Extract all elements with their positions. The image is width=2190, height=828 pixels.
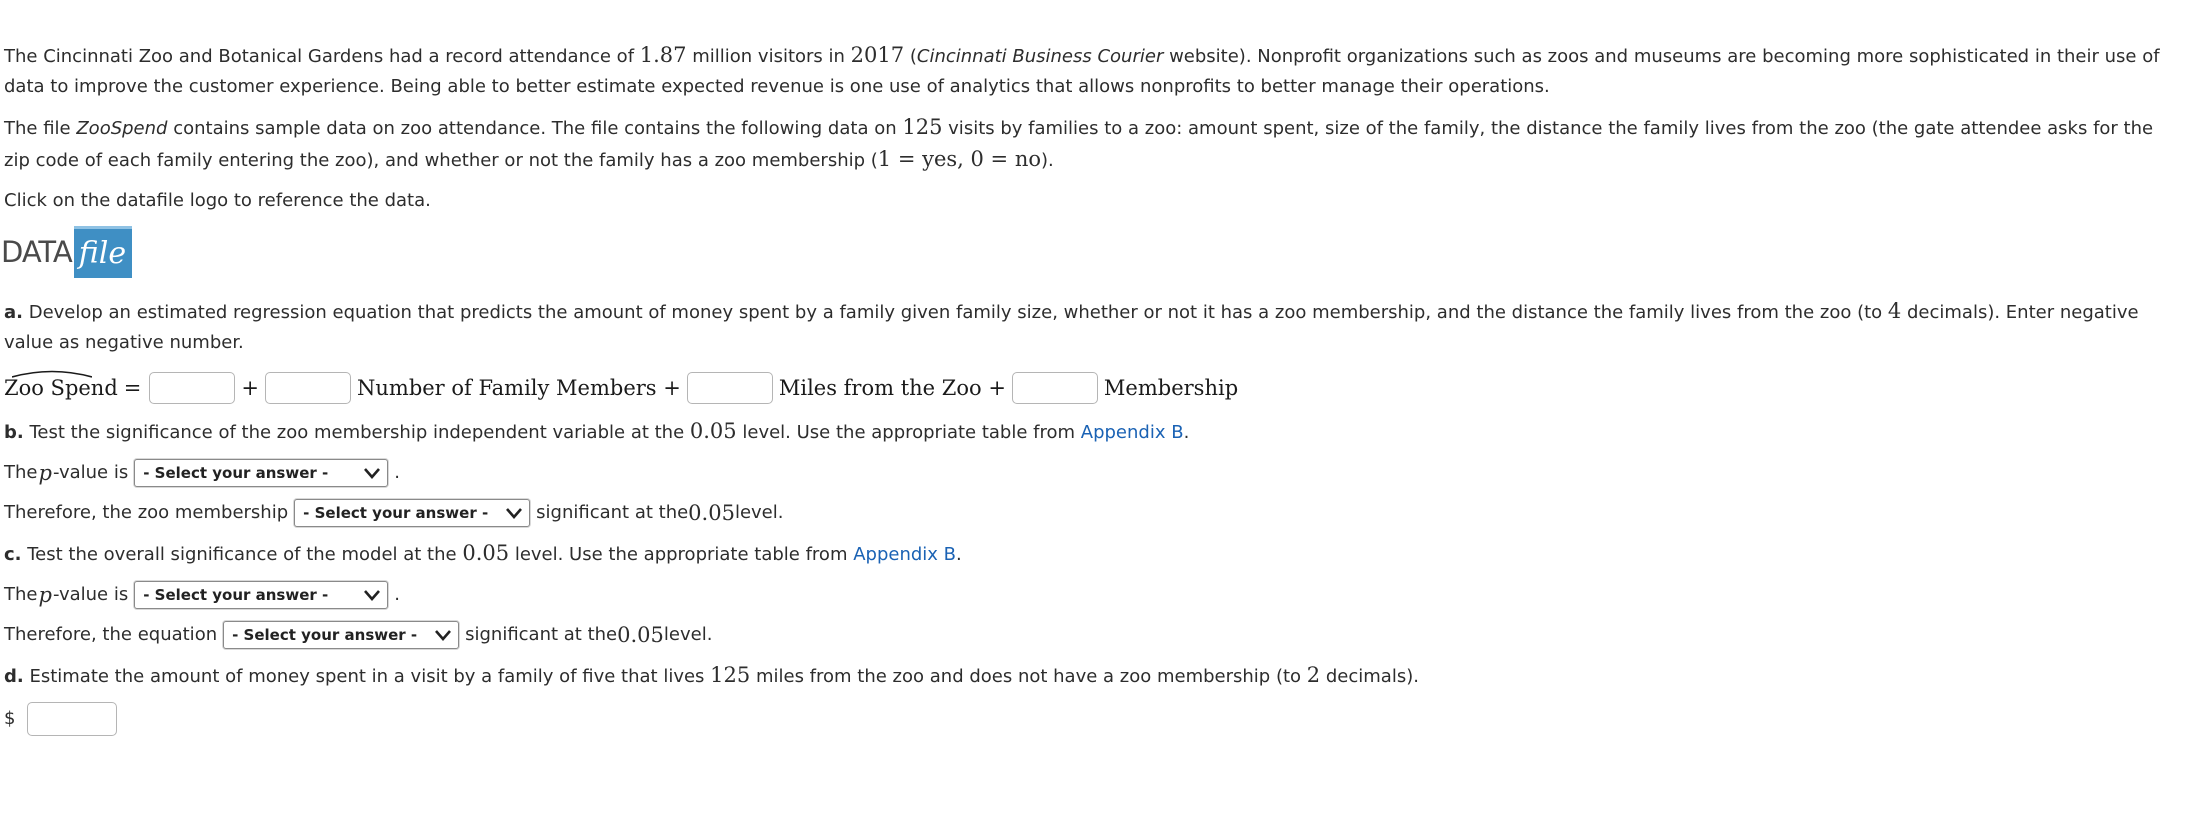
intro-paragraph-3: Click on the datafile logo to reference the data.: [4, 190, 431, 211]
part-b-pvalue-line: [4, 458, 2184, 488]
conclusion-text: significant at the: [536, 502, 689, 523]
membership-coef-input[interactable]: [1012, 372, 1098, 404]
chevron-down-icon: [363, 466, 381, 480]
question-text: Test the overall significance of the model at the: [21, 544, 463, 565]
logo-data-text: DATA: [1, 235, 72, 269]
conclusion-text: significant at the: [465, 624, 618, 645]
question-text: .: [1183, 422, 1190, 443]
appendix-b-link[interactable]: Appendix B: [853, 544, 956, 565]
chevron-down-icon: [505, 506, 523, 520]
pvalue-text: -value is: [52, 462, 129, 483]
chevron-down-icon: [434, 628, 452, 642]
file-name: ZooSpend: [76, 118, 168, 139]
part-b-conclusion-select[interactable]: [294, 499, 530, 527]
question-text: miles from the zoo and does not have a zoo membership (to: [750, 666, 1307, 687]
conclusion-text: Therefore, the equation: [4, 624, 218, 645]
conclusion-text: Therefore, the zoo membership: [4, 502, 289, 523]
part-c-question: [4, 538, 2184, 570]
question-text: decimals). Enter negative value as negative number.: [4, 302, 2139, 353]
part-c-pvalue-line: [4, 580, 2184, 610]
intro-text: The file: [4, 118, 77, 139]
regression-equation: [4, 368, 2184, 408]
source-name: Cincinnati Business Courier: [916, 46, 1164, 67]
logo-file-text: file: [74, 226, 132, 278]
dollar-sign: $: [4, 708, 16, 729]
pvalue-text: The: [4, 462, 38, 483]
intro-paragraph-2: [4, 112, 2184, 176]
conclusion-text: level.: [663, 624, 713, 645]
year-number: 2017: [850, 43, 905, 67]
visits-number: 125: [902, 115, 943, 139]
intro-text: (: [904, 46, 917, 67]
family-members-coef-input[interactable]: [265, 372, 351, 404]
miles-coef-input[interactable]: [687, 372, 773, 404]
intro-text: million visitors in: [686, 46, 851, 67]
question-text: Estimate the amount of money spent in a visit by a family of five that lives: [23, 666, 711, 687]
decimals-number: 2: [1306, 663, 1321, 687]
part-label: b.: [4, 422, 24, 443]
question-text: level. Use the appropriate table from: [509, 544, 854, 565]
decimals-number: 4: [1887, 299, 1902, 323]
hat-accent-icon: [12, 368, 92, 378]
intro-text: website). Nonprofit organizations such as zoos and museums are becoming more sophisticated in their use of data to improve the customer experience. Being able to better estimate expected revenue is one use of analytics that allows nonprofits to better manage their operations.: [4, 46, 2160, 97]
question-text: Test the significance of the zoo membership independent variable at the: [23, 422, 690, 443]
visitors-number: 1.87: [639, 43, 687, 67]
part-b-conclusion-line: [4, 498, 2184, 528]
part-b-question: [4, 416, 2184, 448]
equation-lhs-label: Zoo Spend: [4, 376, 118, 400]
select-placeholder: - Select your answer -: [232, 626, 418, 644]
p-symbol: p: [38, 461, 52, 485]
part-d-answer-line: [4, 702, 2184, 736]
significance-level: 0.05: [617, 623, 664, 647]
equals-sign: =: [123, 376, 142, 400]
part-label: a.: [4, 302, 23, 323]
appendix-b-link[interactable]: Appendix B: [1080, 422, 1184, 443]
equation-lhs: [4, 376, 118, 400]
period: .: [394, 462, 400, 483]
datafile-logo[interactable]: [1, 226, 2184, 278]
miles-term: Miles from the Zoo +: [778, 376, 1006, 400]
chevron-down-icon: [363, 588, 381, 602]
part-c-pvalue-select[interactable]: [134, 581, 388, 609]
question-page: [1, 40, 2184, 746]
intro-text: ).: [1041, 150, 1054, 171]
membership-term: Membership: [1103, 376, 1239, 400]
select-placeholder: - Select your answer -: [143, 464, 329, 482]
question-text: level. Use the appropriate table from: [736, 422, 1081, 443]
period: .: [394, 584, 400, 605]
significance-level: 0.05: [688, 501, 735, 525]
pvalue-text: The: [4, 584, 38, 605]
intro-text: contains sample data on zoo attendance. The file contains the following data on: [167, 118, 903, 139]
amount-spent-input[interactable]: [27, 702, 117, 736]
question-text: decimals).: [1320, 666, 1419, 687]
select-placeholder: - Select your answer -: [143, 586, 329, 604]
intro-paragraph-1: [4, 40, 2184, 102]
significance-level: 0.05: [689, 419, 737, 443]
part-c-conclusion-select[interactable]: [223, 621, 459, 649]
part-d-question: [4, 660, 2184, 692]
intercept-input[interactable]: [149, 372, 235, 404]
membership-coding: 1 = yes, 0 = no: [877, 147, 1041, 171]
pvalue-text: -value is: [52, 584, 129, 605]
part-b-pvalue-select[interactable]: [134, 459, 388, 487]
conclusion-text: level.: [734, 502, 784, 523]
intro-text: The Cincinnati Zoo and Botanical Gardens had a record attendance of: [4, 46, 640, 67]
intro-text: visits by families to a zoo: amount spent, size of the family, the distance the family lives from the zoo (the gate attendee asks for the zip code of each family entering the zoo), and whether or not the family has a zoo membership (: [4, 118, 2154, 171]
miles-number: 125: [710, 663, 751, 687]
part-a-question: [4, 296, 2184, 358]
part-label: d.: [4, 666, 24, 687]
question-text: .: [956, 544, 962, 565]
family-members-term: Number of Family Members +: [357, 376, 681, 400]
p-symbol: p: [38, 583, 52, 607]
significance-level: 0.05: [462, 541, 510, 565]
question-text: Develop an estimated regression equation that predicts the amount of money spent by a family given family size, whether or not it has a zoo membership, and the distance the family lives from the zoo (to: [22, 302, 1888, 323]
plus-sign: +: [241, 376, 259, 400]
select-placeholder: - Select your answer -: [303, 504, 489, 522]
part-c-conclusion-line: [4, 620, 2184, 650]
part-label: c.: [4, 544, 22, 565]
